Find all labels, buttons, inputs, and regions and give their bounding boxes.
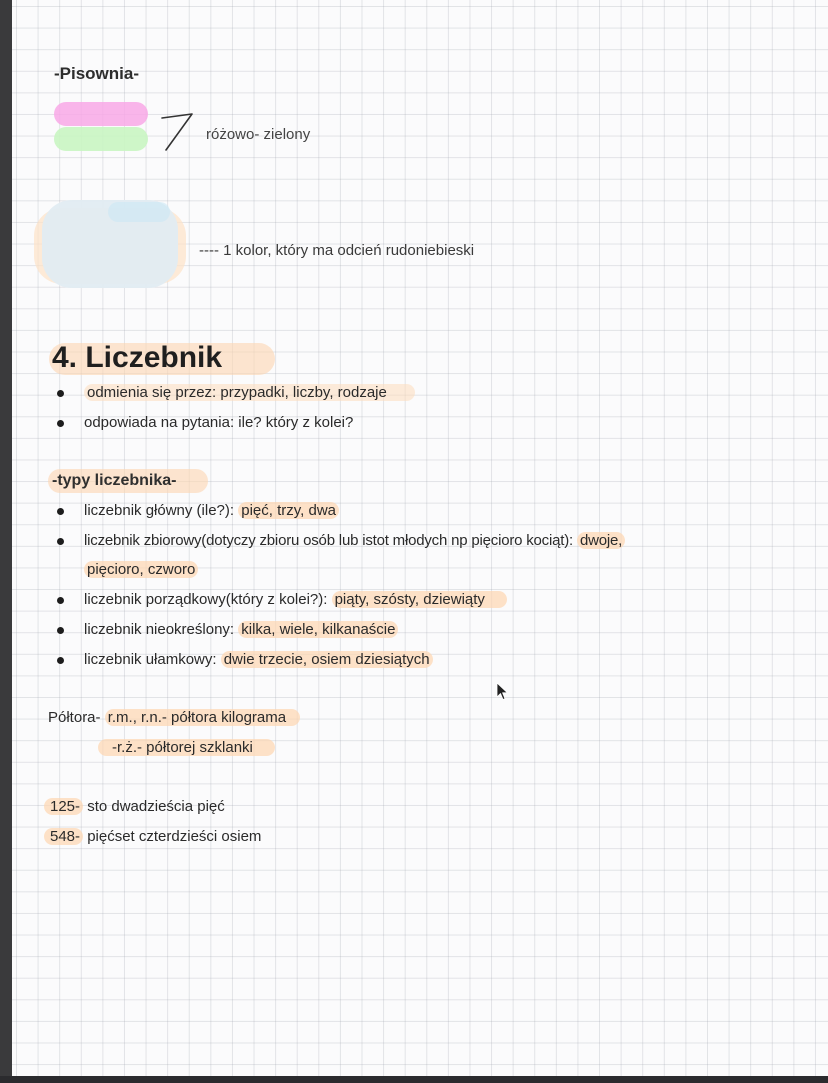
type-item-4-label: liczebnik nieokreślony: bbox=[84, 621, 239, 638]
notebook-page bbox=[12, 0, 828, 1076]
green-swatch bbox=[54, 127, 148, 151]
type-item-2-continued bbox=[84, 560, 198, 580]
type-item-4-examples: kilka, wiele, kilkanaście bbox=[238, 621, 398, 638]
intro-bullet-1 bbox=[84, 383, 415, 403]
type-item-5-examples: dwie trzecie, osiem dziesiątych bbox=[221, 651, 433, 668]
poltora-label: Półtora- bbox=[48, 709, 105, 726]
type-item-5 bbox=[84, 650, 433, 670]
poltora-line-1 bbox=[48, 708, 300, 728]
number-1-words: sto dwadzieścia pięć bbox=[83, 798, 225, 815]
poltora-masc-neut: r.m., r.n.- półtora kilograma bbox=[105, 709, 300, 726]
type-item-2-label: liczebnik zbiorowy(dotyczy zbioru osób lub istot młodych np pięcioro kociąt): bbox=[84, 532, 577, 549]
number-example-2 bbox=[44, 827, 261, 847]
intro-bullet-2: odpowiada na pytania: ile? który z kolei? bbox=[84, 414, 354, 431]
bullet-dot bbox=[57, 627, 64, 634]
number-2-words: pięćset czterdzieści osiem bbox=[83, 828, 262, 845]
bullet-dot bbox=[57, 657, 64, 664]
pink-green-label: różowo- zielony bbox=[206, 126, 311, 143]
red-blue-label: ---- 1 kolor, który ma odcień rudoniebieski bbox=[199, 242, 475, 259]
type-item-2 bbox=[84, 531, 625, 551]
type-item-3-examples: piąty, szósty, dziewiąty bbox=[332, 591, 507, 608]
number-1-digits: 125- bbox=[44, 798, 83, 815]
bullet-dot bbox=[57, 538, 64, 545]
bullet-dot bbox=[57, 508, 64, 515]
number-2-digits: 548- bbox=[44, 828, 83, 845]
type-item-4 bbox=[84, 620, 398, 640]
mouse-cursor-icon bbox=[496, 682, 510, 702]
poltora-line-2 bbox=[98, 738, 275, 758]
type-item-2-examples-cont: pięcioro, czworo bbox=[84, 561, 198, 578]
screen-bottom-edge bbox=[0, 1076, 828, 1083]
intro-bullet-1-text: odmienia się przez: przypadki, liczby, rodzaje bbox=[84, 384, 415, 401]
bullet-dot bbox=[57, 420, 64, 427]
pink-swatch bbox=[54, 102, 148, 126]
light-blue-tint bbox=[108, 202, 170, 222]
bullet-dot bbox=[57, 390, 64, 397]
poltora-fem: -r.ż.- półtorej szklanki bbox=[98, 739, 275, 756]
type-item-1 bbox=[84, 501, 339, 521]
number-example-1 bbox=[44, 797, 225, 817]
bullet-dot bbox=[57, 597, 64, 604]
type-item-2-examples: dwoje, bbox=[577, 532, 625, 549]
type-item-5-label: liczebnik ułamkowy: bbox=[84, 651, 221, 668]
type-item-1-examples: pięć, trzy, dwa bbox=[238, 502, 339, 519]
page-title: 4. Liczebnik bbox=[52, 341, 223, 374]
type-item-1-label: liczebnik główny (ile?): bbox=[84, 502, 239, 519]
type-item-3-label: liczebnik porządkowy(który z kolei?): bbox=[84, 591, 332, 608]
spelling-heading: -Pisownia- bbox=[54, 64, 140, 83]
arrow-bracket-icon bbox=[158, 108, 206, 156]
types-heading: -typy liczebnika- bbox=[52, 472, 177, 489]
type-item-3 bbox=[84, 590, 507, 610]
